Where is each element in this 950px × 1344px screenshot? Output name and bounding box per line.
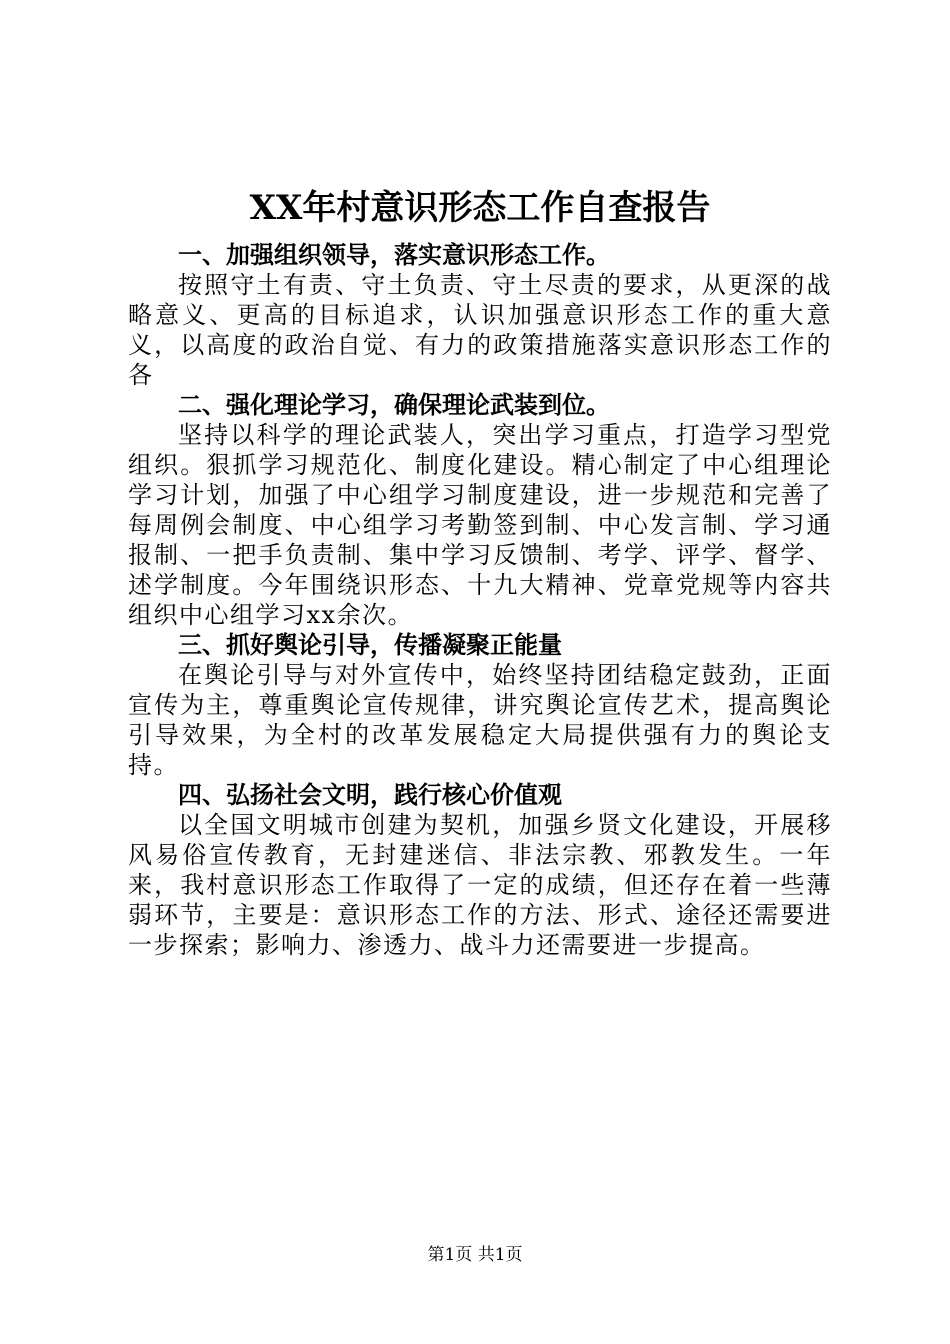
section-paragraph: 坚持以科学的理论武装人，突出学习重点，打造学习型党组织。狠抓学习规范化、制度化建设。精心制定了中心组理论学习计划，加强了中心组学习制度建设，进一步规范和完善了每周例会制度、中心组学习考勤签到制、中心发言制、学习通报制、一把手负责制、集中学习反馈制、考学、评学、督学、述学制度。今年围绕识形态、十九大精神、党章党规等内容共组织中心组学习xx余次。 <box>128 421 832 629</box>
section-paragraph: 在舆论引导与对外宣传中，始终坚持团结稳定鼓劲，正面宣传为主，尊重舆论宣传规律，讲究舆论宣传艺术，提高舆论引导效果，为全村的改革发展稳定大局提供强有力的舆论支持。 <box>128 661 832 779</box>
section-heading: 三、抓好舆论引导，传播凝聚正能量 <box>178 631 562 659</box>
section-heading: 二、强化理论学习，确保理论武装到位。 <box>178 391 610 419</box>
section-2 <box>128 390 832 630</box>
section-heading: 一、加强组织领导，落实意识形态工作。 <box>178 241 610 269</box>
document-title: XX年村意识形态工作自查报告 <box>249 188 711 228</box>
section-paragraph: 以全国文明城市创建为契机，加强乡贤文化建设，开展移风易俗宣传教育，无封建迷信、非法宗教、邪教发生。一年来，我村意识形态工作取得了一定的成绩，但还存在着一些薄弱环节，主要是：意识形态工作的方法、形式、途径还需要进一步探索；影响力、渗透力、战斗力还需要进一步提高。 <box>128 811 832 959</box>
section-4 <box>128 780 832 960</box>
section-heading: 四、弘扬社会文明，践行核心价值观 <box>178 781 562 809</box>
section-3 <box>128 630 832 780</box>
document-content <box>128 182 832 960</box>
section-paragraph: 按照守土有责、守土负责、守土尽责的要求，从更深的战略意义、更高的目标追求，认识加强意识形态工作的重大意义，以高度的政治自觉、有力的政策措施落实意识形态工作的各 <box>128 271 832 389</box>
section-1 <box>128 240 832 390</box>
page-footer: 第1页 共1页 <box>427 1245 523 1265</box>
